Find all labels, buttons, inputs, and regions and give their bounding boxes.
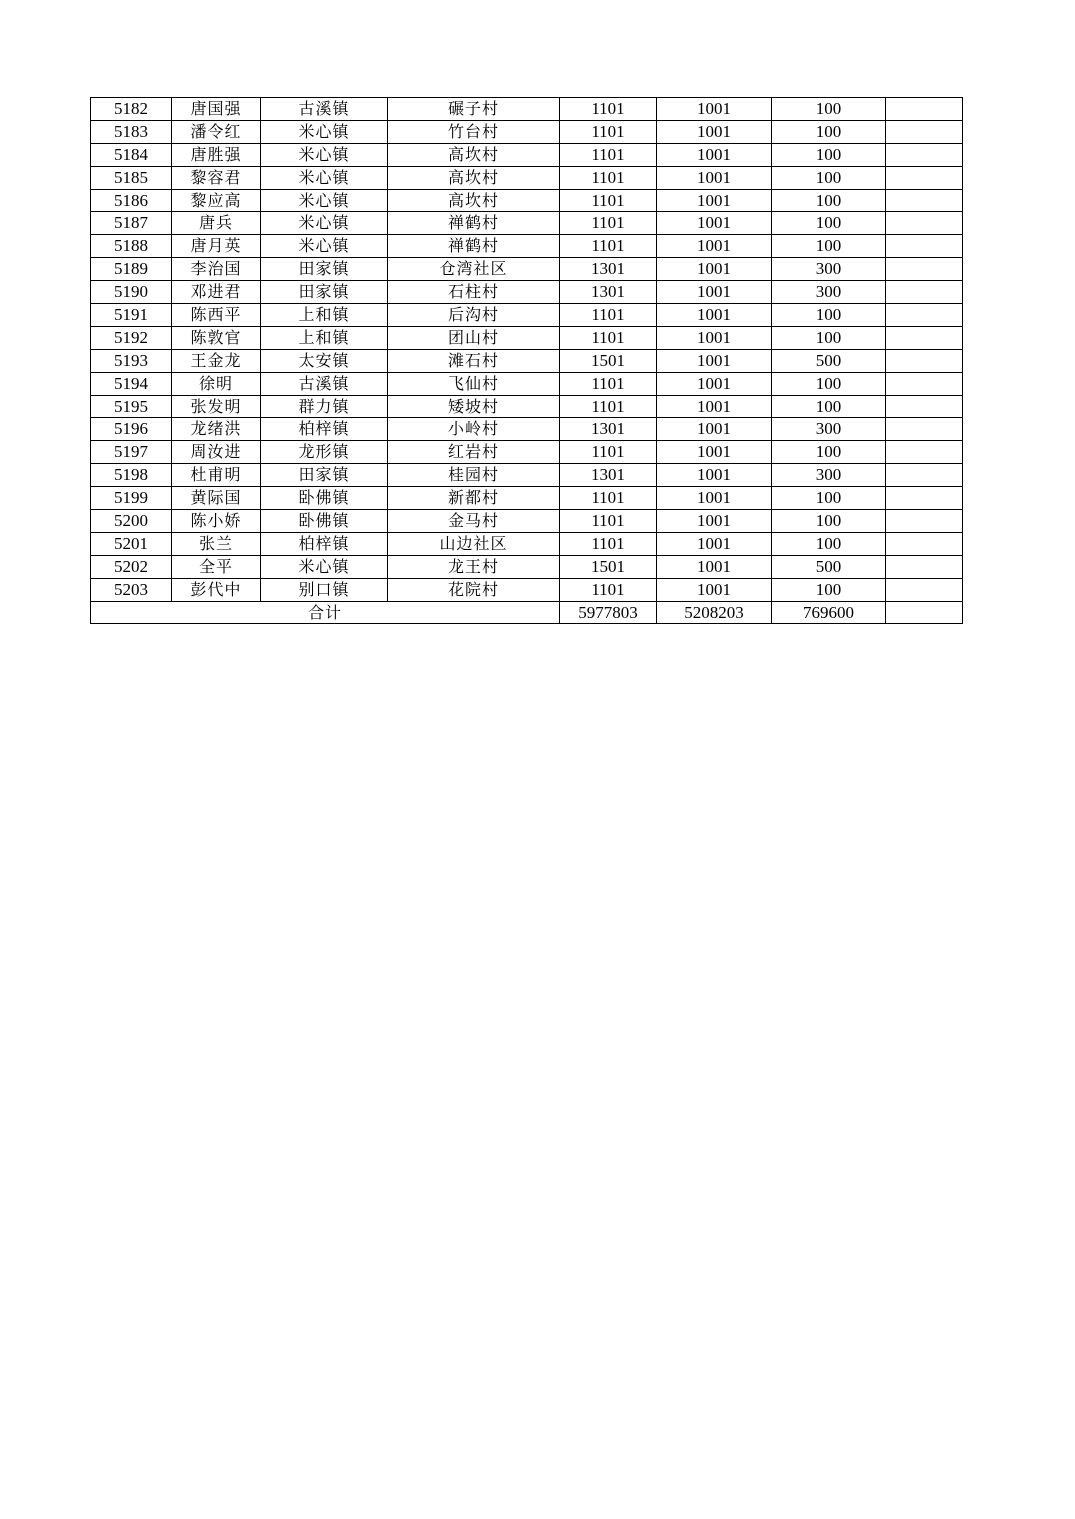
amount-b-cell: 1001 bbox=[657, 441, 772, 464]
table-row bbox=[91, 258, 963, 281]
amount-c-cell: 100 bbox=[772, 98, 886, 121]
amount-a-cell: 1101 bbox=[560, 441, 657, 464]
amount-a-cell: 1101 bbox=[560, 189, 657, 212]
serial-number-cell: 5196 bbox=[91, 418, 172, 441]
amount-a-cell: 1101 bbox=[560, 487, 657, 510]
remark-cell bbox=[886, 578, 963, 601]
town-cell: 柏梓镇 bbox=[261, 532, 388, 555]
amount-c-cell: 100 bbox=[772, 532, 886, 555]
table-row bbox=[91, 418, 963, 441]
village-cell: 桂园村 bbox=[388, 464, 560, 487]
amount-a-cell: 1101 bbox=[560, 532, 657, 555]
remark-cell bbox=[886, 212, 963, 235]
serial-number-cell: 5191 bbox=[91, 304, 172, 327]
amount-a-cell: 1101 bbox=[560, 510, 657, 533]
table-row bbox=[91, 487, 963, 510]
name-cell: 张兰 bbox=[172, 532, 261, 555]
amount-b-cell: 1001 bbox=[657, 304, 772, 327]
total-remark-cell bbox=[886, 601, 963, 624]
amount-c-cell: 100 bbox=[772, 487, 886, 510]
name-cell: 龙绪洪 bbox=[172, 418, 261, 441]
amount-b-cell: 1001 bbox=[657, 281, 772, 304]
name-cell: 王金龙 bbox=[172, 349, 261, 372]
total-row bbox=[91, 601, 963, 624]
amount-a-cell: 1101 bbox=[560, 235, 657, 258]
amount-a-cell: 1101 bbox=[560, 578, 657, 601]
amount-b-cell: 1001 bbox=[657, 212, 772, 235]
remark-cell bbox=[886, 487, 963, 510]
amount-c-cell: 100 bbox=[772, 395, 886, 418]
amount-b-cell: 1001 bbox=[657, 510, 772, 533]
village-cell: 山边社区 bbox=[388, 532, 560, 555]
serial-number-cell: 5200 bbox=[91, 510, 172, 533]
serial-number-cell: 5190 bbox=[91, 281, 172, 304]
town-cell: 太安镇 bbox=[261, 349, 388, 372]
table-row bbox=[91, 235, 963, 258]
remark-cell bbox=[886, 555, 963, 578]
amount-b-cell: 1001 bbox=[657, 464, 772, 487]
town-cell: 米心镇 bbox=[261, 235, 388, 258]
name-cell: 唐兵 bbox=[172, 212, 261, 235]
town-cell: 米心镇 bbox=[261, 212, 388, 235]
amount-c-cell: 100 bbox=[772, 212, 886, 235]
village-cell: 禅鹤村 bbox=[388, 235, 560, 258]
village-cell: 高坎村 bbox=[388, 143, 560, 166]
amount-b-cell: 1001 bbox=[657, 166, 772, 189]
amount-b-cell: 1001 bbox=[657, 98, 772, 121]
village-cell: 红岩村 bbox=[388, 441, 560, 464]
remark-cell bbox=[886, 349, 963, 372]
remark-cell bbox=[886, 532, 963, 555]
amount-a-cell: 1501 bbox=[560, 555, 657, 578]
amount-b-cell: 1001 bbox=[657, 326, 772, 349]
name-cell: 陈敦官 bbox=[172, 326, 261, 349]
amount-a-cell: 1501 bbox=[560, 349, 657, 372]
remark-cell bbox=[886, 418, 963, 441]
serial-number-cell: 5188 bbox=[91, 235, 172, 258]
village-cell: 矮坡村 bbox=[388, 395, 560, 418]
serial-number-cell: 5186 bbox=[91, 189, 172, 212]
table-row bbox=[91, 349, 963, 372]
amount-c-cell: 100 bbox=[772, 166, 886, 189]
name-cell: 徐明 bbox=[172, 372, 261, 395]
table-row bbox=[91, 441, 963, 464]
data-table bbox=[90, 97, 963, 624]
amount-c-cell: 100 bbox=[772, 372, 886, 395]
serial-number-cell: 5193 bbox=[91, 349, 172, 372]
amount-c-cell: 500 bbox=[772, 349, 886, 372]
spreadsheet-page bbox=[90, 97, 963, 624]
serial-number-cell: 5192 bbox=[91, 326, 172, 349]
town-cell: 上和镇 bbox=[261, 326, 388, 349]
remark-cell bbox=[886, 395, 963, 418]
village-cell: 花院村 bbox=[388, 578, 560, 601]
amount-c-cell: 100 bbox=[772, 235, 886, 258]
amount-c-cell: 100 bbox=[772, 510, 886, 533]
serial-number-cell: 5201 bbox=[91, 532, 172, 555]
village-cell: 禅鹤村 bbox=[388, 212, 560, 235]
remark-cell bbox=[886, 120, 963, 143]
table-row bbox=[91, 395, 963, 418]
amount-a-cell: 1301 bbox=[560, 258, 657, 281]
amount-b-cell: 1001 bbox=[657, 189, 772, 212]
table-body bbox=[91, 98, 963, 624]
remark-cell bbox=[886, 510, 963, 533]
town-cell: 古溪镇 bbox=[261, 98, 388, 121]
village-cell: 小岭村 bbox=[388, 418, 560, 441]
village-cell: 龙王村 bbox=[388, 555, 560, 578]
serial-number-cell: 5202 bbox=[91, 555, 172, 578]
remark-cell bbox=[886, 464, 963, 487]
town-cell: 米心镇 bbox=[261, 189, 388, 212]
remark-cell bbox=[886, 166, 963, 189]
amount-c-cell: 100 bbox=[772, 189, 886, 212]
amount-c-cell: 300 bbox=[772, 464, 886, 487]
town-cell: 米心镇 bbox=[261, 143, 388, 166]
amount-b-cell: 1001 bbox=[657, 372, 772, 395]
name-cell: 唐国强 bbox=[172, 98, 261, 121]
town-cell: 卧佛镇 bbox=[261, 487, 388, 510]
serial-number-cell: 5185 bbox=[91, 166, 172, 189]
village-cell: 仓湾社区 bbox=[388, 258, 560, 281]
name-cell: 唐胜强 bbox=[172, 143, 261, 166]
table-row bbox=[91, 464, 963, 487]
name-cell: 黎应高 bbox=[172, 189, 261, 212]
town-cell: 群力镇 bbox=[261, 395, 388, 418]
table-row bbox=[91, 532, 963, 555]
name-cell: 黎容君 bbox=[172, 166, 261, 189]
amount-b-cell: 1001 bbox=[657, 143, 772, 166]
amount-a-cell: 1101 bbox=[560, 98, 657, 121]
name-cell: 彭代中 bbox=[172, 578, 261, 601]
amount-b-cell: 1001 bbox=[657, 418, 772, 441]
amount-b-cell: 1001 bbox=[657, 349, 772, 372]
village-cell: 高坎村 bbox=[388, 189, 560, 212]
table-row bbox=[91, 189, 963, 212]
name-cell: 黄际国 bbox=[172, 487, 261, 510]
amount-a-cell: 1301 bbox=[560, 281, 657, 304]
amount-b-cell: 1001 bbox=[657, 578, 772, 601]
amount-b-cell: 1001 bbox=[657, 555, 772, 578]
town-cell: 田家镇 bbox=[261, 464, 388, 487]
town-cell: 柏梓镇 bbox=[261, 418, 388, 441]
amount-a-cell: 1101 bbox=[560, 166, 657, 189]
amount-c-cell: 100 bbox=[772, 441, 886, 464]
remark-cell bbox=[886, 235, 963, 258]
amount-b-cell: 1001 bbox=[657, 395, 772, 418]
amount-c-cell: 300 bbox=[772, 258, 886, 281]
name-cell: 邓进君 bbox=[172, 281, 261, 304]
amount-c-cell: 100 bbox=[772, 143, 886, 166]
table-row bbox=[91, 212, 963, 235]
amount-a-cell: 1301 bbox=[560, 464, 657, 487]
amount-c-cell: 500 bbox=[772, 555, 886, 578]
remark-cell bbox=[886, 143, 963, 166]
village-cell: 飞仙村 bbox=[388, 372, 560, 395]
table-row bbox=[91, 143, 963, 166]
amount-a-cell: 1101 bbox=[560, 395, 657, 418]
amount-a-cell: 1101 bbox=[560, 143, 657, 166]
amount-c-cell: 100 bbox=[772, 304, 886, 327]
serial-number-cell: 5199 bbox=[91, 487, 172, 510]
name-cell: 张发明 bbox=[172, 395, 261, 418]
town-cell: 龙形镇 bbox=[261, 441, 388, 464]
remark-cell bbox=[886, 98, 963, 121]
table-row bbox=[91, 304, 963, 327]
table-row bbox=[91, 120, 963, 143]
name-cell: 周汝进 bbox=[172, 441, 261, 464]
amount-c-cell: 100 bbox=[772, 120, 886, 143]
amount-c-cell: 300 bbox=[772, 418, 886, 441]
name-cell: 潘令红 bbox=[172, 120, 261, 143]
amount-a-cell: 1101 bbox=[560, 372, 657, 395]
village-cell: 高坎村 bbox=[388, 166, 560, 189]
serial-number-cell: 5194 bbox=[91, 372, 172, 395]
serial-number-cell: 5189 bbox=[91, 258, 172, 281]
village-cell: 石柱村 bbox=[388, 281, 560, 304]
town-cell: 卧佛镇 bbox=[261, 510, 388, 533]
amount-a-cell: 1101 bbox=[560, 120, 657, 143]
amount-a-cell: 1101 bbox=[560, 212, 657, 235]
amount-c-cell: 300 bbox=[772, 281, 886, 304]
table-row bbox=[91, 281, 963, 304]
serial-number-cell: 5187 bbox=[91, 212, 172, 235]
amount-c-cell: 100 bbox=[772, 326, 886, 349]
town-cell: 别口镇 bbox=[261, 578, 388, 601]
total-amount-b-cell: 5208203 bbox=[657, 601, 772, 624]
serial-number-cell: 5184 bbox=[91, 143, 172, 166]
remark-cell bbox=[886, 258, 963, 281]
village-cell: 团山村 bbox=[388, 326, 560, 349]
serial-number-cell: 5195 bbox=[91, 395, 172, 418]
table-row bbox=[91, 372, 963, 395]
amount-b-cell: 1001 bbox=[657, 532, 772, 555]
village-cell: 滩石村 bbox=[388, 349, 560, 372]
remark-cell bbox=[886, 441, 963, 464]
village-cell: 金马村 bbox=[388, 510, 560, 533]
village-cell: 后沟村 bbox=[388, 304, 560, 327]
name-cell: 全平 bbox=[172, 555, 261, 578]
village-cell: 碾子村 bbox=[388, 98, 560, 121]
village-cell: 竹台村 bbox=[388, 120, 560, 143]
amount-a-cell: 1101 bbox=[560, 326, 657, 349]
town-cell: 米心镇 bbox=[261, 120, 388, 143]
total-amount-a-cell: 5977803 bbox=[560, 601, 657, 624]
amount-b-cell: 1001 bbox=[657, 487, 772, 510]
table-row bbox=[91, 555, 963, 578]
town-cell: 田家镇 bbox=[261, 258, 388, 281]
amount-a-cell: 1301 bbox=[560, 418, 657, 441]
amount-a-cell: 1101 bbox=[560, 304, 657, 327]
table-row bbox=[91, 166, 963, 189]
remark-cell bbox=[886, 372, 963, 395]
serial-number-cell: 5182 bbox=[91, 98, 172, 121]
remark-cell bbox=[886, 326, 963, 349]
amount-b-cell: 1001 bbox=[657, 258, 772, 281]
town-cell: 米心镇 bbox=[261, 166, 388, 189]
table-row bbox=[91, 98, 963, 121]
serial-number-cell: 5203 bbox=[91, 578, 172, 601]
name-cell: 唐月英 bbox=[172, 235, 261, 258]
serial-number-cell: 5197 bbox=[91, 441, 172, 464]
serial-number-cell: 5183 bbox=[91, 120, 172, 143]
amount-c-cell: 100 bbox=[772, 578, 886, 601]
name-cell: 陈小娇 bbox=[172, 510, 261, 533]
name-cell: 陈西平 bbox=[172, 304, 261, 327]
table-row bbox=[91, 510, 963, 533]
total-amount-c-cell: 769600 bbox=[772, 601, 886, 624]
village-cell: 新都村 bbox=[388, 487, 560, 510]
serial-number-cell: 5198 bbox=[91, 464, 172, 487]
amount-b-cell: 1001 bbox=[657, 120, 772, 143]
table-row bbox=[91, 578, 963, 601]
remark-cell bbox=[886, 281, 963, 304]
town-cell: 上和镇 bbox=[261, 304, 388, 327]
amount-b-cell: 1001 bbox=[657, 235, 772, 258]
remark-cell bbox=[886, 304, 963, 327]
table-row bbox=[91, 326, 963, 349]
remark-cell bbox=[886, 189, 963, 212]
name-cell: 李治国 bbox=[172, 258, 261, 281]
total-label: 合计 bbox=[91, 601, 560, 624]
town-cell: 田家镇 bbox=[261, 281, 388, 304]
town-cell: 米心镇 bbox=[261, 555, 388, 578]
town-cell: 古溪镇 bbox=[261, 372, 388, 395]
name-cell: 杜甫明 bbox=[172, 464, 261, 487]
